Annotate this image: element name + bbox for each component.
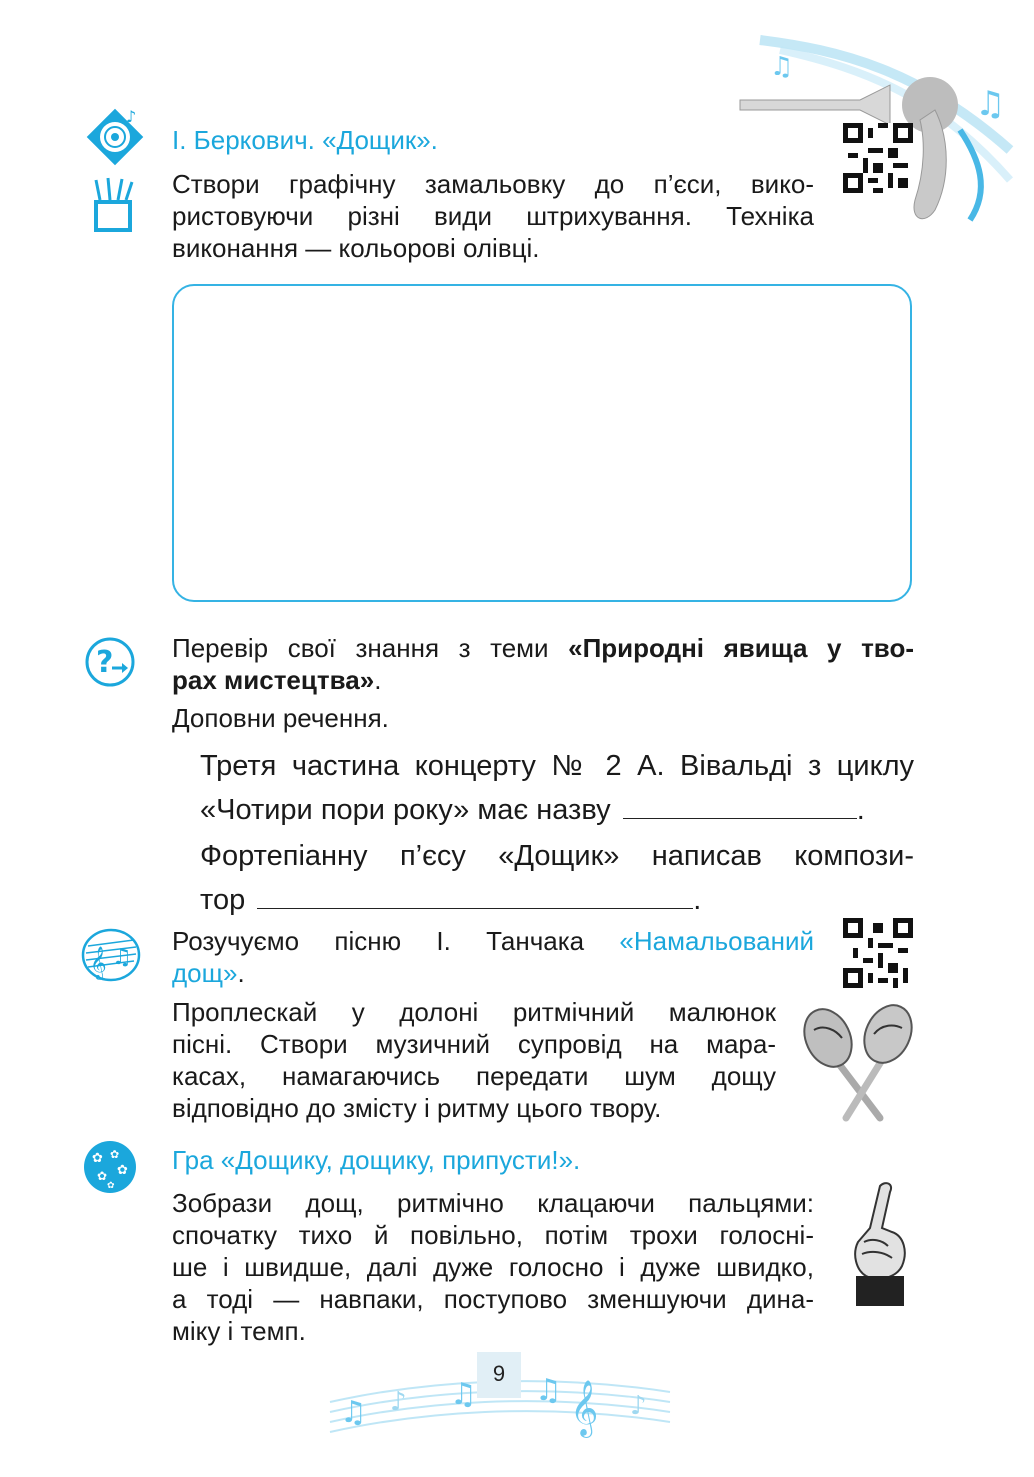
svg-text:♫: ♫	[975, 84, 1006, 124]
svg-text:✿: ✿	[117, 1163, 128, 1178]
svg-text:♫: ♫	[450, 1377, 477, 1412]
svg-text:?: ?	[96, 645, 114, 680]
svg-text:♪: ♪	[126, 107, 137, 126]
intro-suffix: .	[374, 665, 382, 695]
sentence1-end: .	[856, 794, 865, 826]
svg-text:𝄞: 𝄞	[90, 946, 107, 979]
flowers-circle-icon	[83, 1140, 137, 1194]
section3-task	[172, 996, 776, 1124]
svg-text:✿: ✿	[97, 1169, 108, 1183]
sentence2-line1: Фортепіанну п’єсу «Дощик» написав компози-	[200, 840, 914, 872]
svg-text:✿: ✿	[110, 1148, 120, 1161]
svg-text:♫: ♫	[770, 52, 794, 82]
section1-task	[172, 168, 814, 264]
page-number: 9	[477, 1352, 521, 1398]
svg-text:♫: ♫	[112, 945, 132, 970]
task-line: ристовуючи різні види штрихування. Техніка	[172, 201, 814, 231]
task-line: відповідно до змісту і ритму цього твору.	[172, 1093, 662, 1123]
section4-title: Гра «Дощику, дощику, припусти!».	[172, 1145, 581, 1175]
task-line: пісні. Створи музичний супровід на мара-	[172, 1029, 776, 1059]
music-disc-icon	[82, 104, 148, 170]
qr-code-2[interactable]	[843, 918, 913, 988]
pencil-cup-icon	[88, 176, 138, 234]
answer-blank-1[interactable]	[623, 798, 857, 819]
task-line: а тоді — навпаки, поступово зменшуючи дина-	[172, 1284, 814, 1314]
sentence1-text: «Чотири пори року» має назву	[200, 794, 611, 826]
svg-text:✿: ✿	[92, 1151, 103, 1166]
task-line: ше і швидше, далі дуже голосно і дуже швидко,	[172, 1252, 814, 1282]
svg-text:♪: ♪	[630, 1391, 647, 1421]
task-line: міку і темп.	[172, 1316, 306, 1346]
task-line: касах, намагаючись передати шум дощу	[172, 1061, 776, 1091]
intro-suffix: .	[237, 958, 245, 988]
section2-intro	[172, 632, 914, 734]
svg-text:♫: ♫	[340, 1395, 367, 1430]
sentence2-text: тор	[200, 884, 246, 916]
topic-bold: рах мистецтва»	[172, 665, 375, 695]
question-arrow-icon	[84, 636, 136, 688]
task-line: Створи графічну замальовку до п’єси, вико-	[172, 169, 814, 199]
section4-task	[172, 1187, 814, 1347]
svg-text:✿: ✿	[107, 1181, 115, 1191]
section1-title: І. Беркович. «Дощик».	[172, 125, 438, 155]
song-title: «Намальований	[619, 926, 814, 956]
snapping-hand-icon	[842, 1178, 918, 1310]
maracas-icon	[796, 1000, 920, 1124]
section3-intro	[172, 925, 814, 989]
song-title: дощ»	[172, 958, 238, 988]
qr-code-1[interactable]	[843, 123, 913, 193]
svg-text:𝄞: 𝄞	[570, 1380, 599, 1436]
intro-text: Перевір свої знання з теми	[172, 633, 569, 663]
sentence1-line2	[200, 788, 914, 832]
fill-sentences	[200, 744, 914, 922]
answer-blank-2[interactable]	[257, 888, 693, 909]
svg-text:♪: ♪	[390, 1387, 407, 1417]
task-line: спочатку тихо й повільно, потім трохи голосні-	[172, 1220, 814, 1250]
song-notes-icon	[80, 926, 142, 984]
sentence2-end: .	[693, 884, 702, 916]
svg-text:♫: ♫	[535, 1373, 562, 1408]
sentence1-line1: Третя частина концерту № 2 А. Вівальді з циклу	[200, 750, 914, 782]
drawing-area[interactable]	[172, 284, 912, 602]
sentence2-line2	[200, 878, 914, 922]
instruction: Доповни речення.	[172, 703, 389, 733]
task-line: Зобрази дощ, ритмічно клацаючи пальцями:	[172, 1188, 814, 1218]
task-line: виконання — кольорові олівці.	[172, 233, 540, 263]
intro-text: Розучуємо пісню І. Танчака	[172, 926, 620, 956]
topic-bold: «Природні явища у тво-	[568, 633, 914, 663]
task-line: Проплескай у долоні ритмічний малюнок	[172, 997, 776, 1027]
